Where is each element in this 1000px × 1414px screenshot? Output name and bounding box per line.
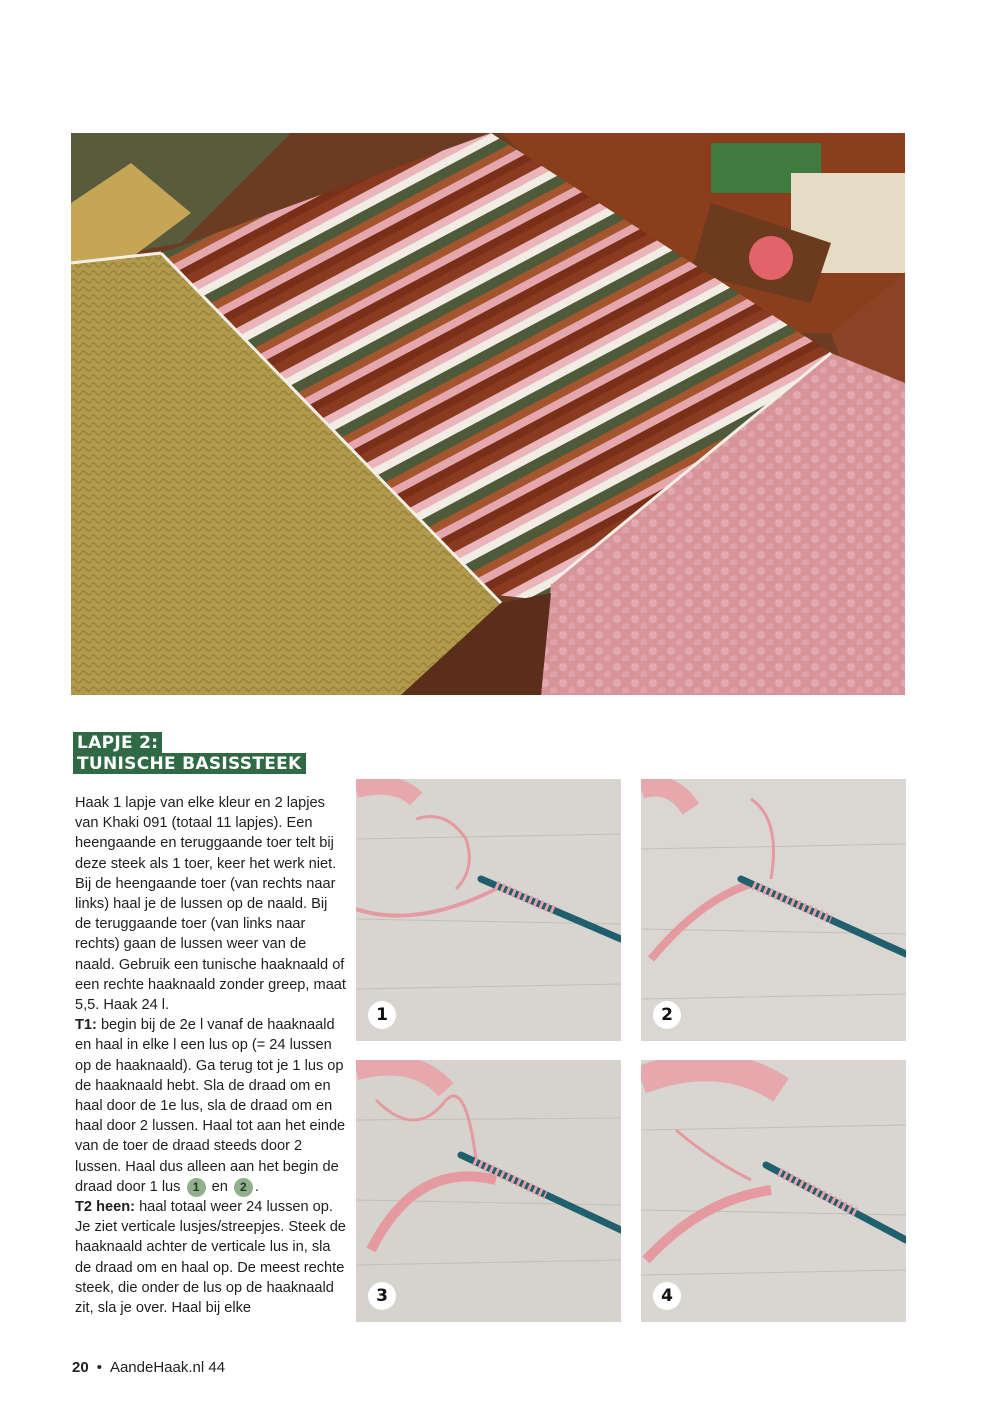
step-number-1: 1 — [368, 1001, 396, 1029]
t2-text: haal totaal weer 24 lussen op. Je ziet verticale lusjes/streepjes. Steek de haaknaald achter de verticale lus in, sla de draad om en haal op. De meest rechte steek, die onder de lus op de haaknaald zit, sla je over. Haal bij elke — [75, 1199, 346, 1317]
magazine-name: AandeHaak.nl 44 — [109, 1359, 226, 1376]
step-number-3: 3 — [368, 1282, 396, 1310]
section-heading — [73, 732, 306, 774]
step-ref-1: 1 — [187, 1178, 206, 1197]
ref-end: . — [254, 1178, 259, 1195]
step-ref-2: 2 — [234, 1178, 253, 1197]
page-number: 20 — [72, 1359, 89, 1376]
step-photo-3 — [356, 1060, 621, 1322]
ref-and: en — [207, 1178, 232, 1195]
instructions-text — [75, 793, 347, 1318]
step-photo-1 — [356, 779, 621, 1041]
page-footer — [72, 1359, 225, 1376]
footer-bullet: • — [96, 1359, 102, 1376]
intro-text: Haak 1 lapje van elke kleur en 2 lapjes van Khaki 091 (totaal 11 lapjes). Een heengaande en teruggaande toer telt bij deze steek als 1 toer, keer het werk niet. Bij de heengaande toer (van rechts naar links) haal je de lussen op de naald. Bij de teruggaande toer (van links naar rechts) gaan de lussen weer van de naald. Gebruik een tunische haaknaald of een rechte haaknaald zonder greep, maat 5,5. Haak 24 l. — [75, 795, 346, 1014]
step-number-4: 4 — [653, 1282, 681, 1310]
hero-photo — [71, 133, 905, 695]
heading-line-1: LAPJE 2: — [73, 732, 162, 753]
t1-text: begin bij de 2e l vanaf de haaknaald en haal in elke l een lus op (= 24 lussen op de haaknaald). Ga terug tot je 1 lus op de haaknaald hebt. Sla de draad om en haal door de 1e lus, sla de draad om en haal door 2 lussen. Haal tot aan het einde van de toer de draad steeds door 2 lussen. Haal dus alleen aan het begin de draad door 1 lus — [75, 1017, 346, 1195]
step-photo-4 — [641, 1060, 906, 1322]
t2-label: T2 heen: — [75, 1199, 136, 1216]
step-number-2: 2 — [653, 1001, 681, 1029]
step-photo-2 — [641, 779, 906, 1041]
t1-label: T1: — [75, 1017, 97, 1034]
heading-line-2: TUNISCHE BASISSTEEK — [73, 753, 306, 774]
intro-paragraph — [75, 793, 347, 1318]
